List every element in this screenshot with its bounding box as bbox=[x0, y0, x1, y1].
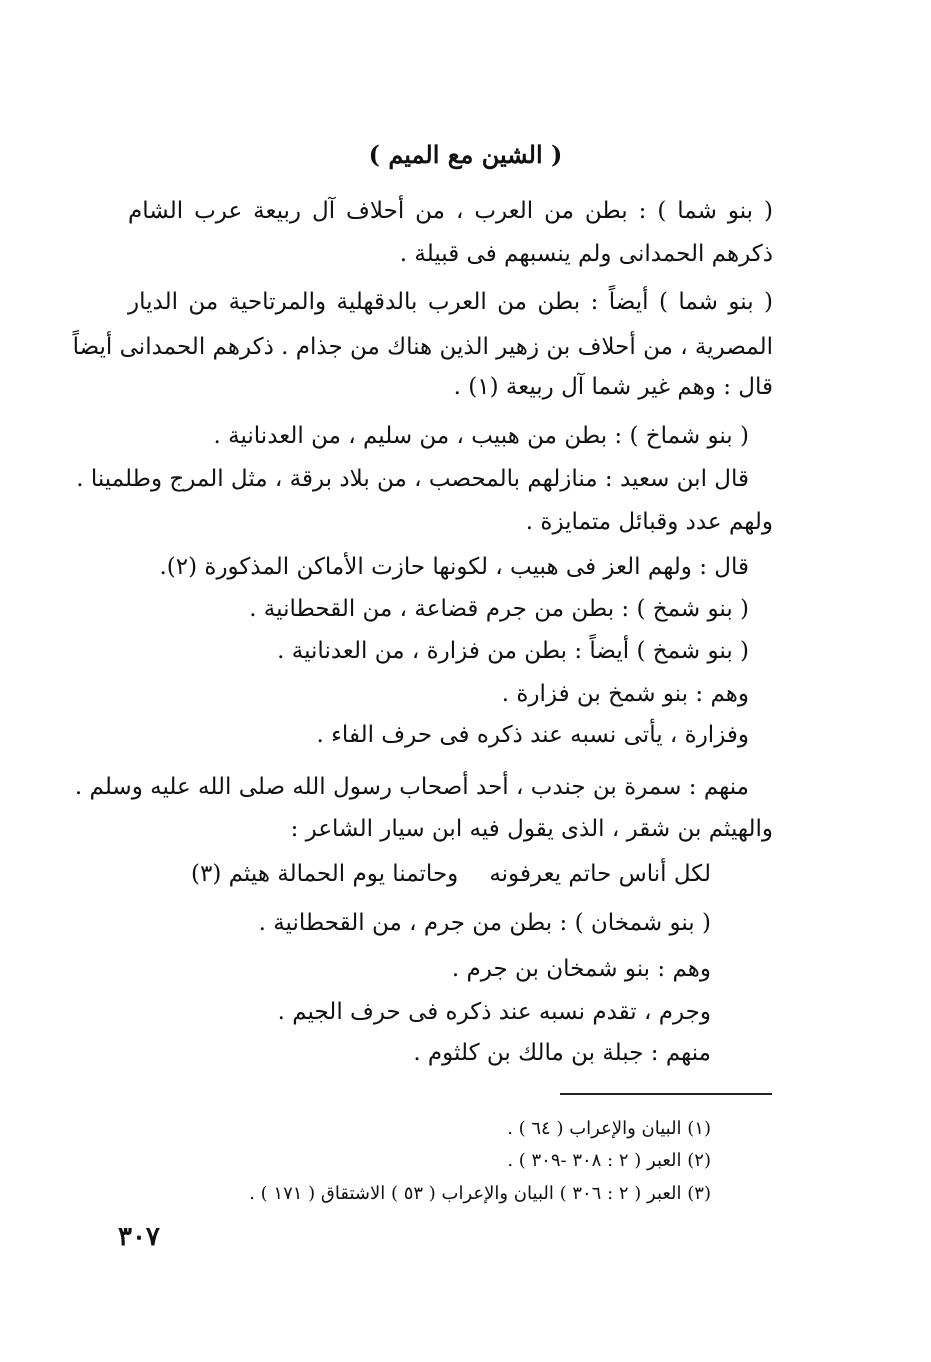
footnote-2: (٢) العبر ( ٢ : ٣٠٨ -٣٠٩ ) . bbox=[507, 1150, 711, 1171]
footnote-1: (١) البيان والإعراب ( ٦٤ ) . bbox=[507, 1118, 711, 1139]
text-line-8: ولهم عدد وقبائل متمايزة . bbox=[525, 509, 773, 535]
text-line-18: وجرم ، تقدم نسبه عند ذكره فى حرف الجيم . bbox=[277, 999, 711, 1025]
text-line-17: وهم : بنو شمخان بن جرم . bbox=[451, 956, 711, 982]
text-line-13: وفزارة ، يأتى نسبه عند ذكره فى حرف الفاء . bbox=[316, 722, 749, 748]
text-line-7: قال ابن سعيد : منازلهم بالمحصب ، من بلاد برقة ، مثل المرج وطلمينا . bbox=[76, 466, 749, 492]
poem-verse bbox=[191, 857, 711, 891]
footnote-3: (٣) العبر ( ٢ : ٣٠٦ ) البيان والإعراب ( ٥٣ ) الاشتقاق ( ١٧١ ) . bbox=[249, 1183, 711, 1204]
section-heading: ( الشين مع الميم ) bbox=[368, 140, 563, 169]
text-line-11: ( بنو شمخ ) أيضاً : بطن من فزارة ، من العدنانية . bbox=[277, 638, 749, 664]
page-number: ٣٠٧ bbox=[118, 1222, 160, 1252]
text-line-5: قال : وهم غير شما آل ربيعة (١) . bbox=[453, 374, 773, 400]
text-line-4: المصرية ، من أحلاف بن زهير الذين هناك من جذام . ذكرهم الحمدانى أيضاً bbox=[72, 334, 773, 360]
text-line-16: ( بنو شمخان ) : بطن من جرم ، من القحطانية . bbox=[258, 910, 711, 936]
text-line-3: ( بنو شما ) أيضاً : بطن من العرب بالدقهلية والمرتاحية من الديار bbox=[128, 289, 773, 315]
text-line-15: والهيثم بن شقر ، الذى يقول فيه ابن سيار الشاعر : bbox=[290, 816, 773, 842]
verse-second-hemistich: وحاتمنا يوم الحمالة هيثم (٣) bbox=[191, 861, 459, 887]
text-line-2: ذكرهم الحمدانى ولم ينسبهم فى قبيلة . bbox=[399, 241, 773, 267]
text-line-6: ( بنو شماخ ) : بطن من هبيب ، من سليم ، من العدنانية . bbox=[213, 423, 749, 449]
text-line-14: منهم : سمرة بن جندب ، أحد أصحاب رسول الله صلى الله عليه وسلم . bbox=[74, 774, 749, 800]
text-line-12: وهم : بنو شمخ بن فزارة . bbox=[501, 681, 749, 707]
text-line-9: قال : ولهم العز فى هبيب ، لكونها حازت الأماكن المذكورة (٢). bbox=[159, 554, 749, 580]
footnote-divider bbox=[560, 1093, 772, 1095]
text-line-1: ( بنو شما ) : بطن من العرب ، من أحلاف آل ربيعة عرب الشام bbox=[128, 198, 773, 224]
verse-first-hemistich: لكل أناس حاتم يعرفونه bbox=[489, 861, 711, 887]
text-line-10: ( بنو شمخ ) : بطن من جرم قضاعة ، من القحطانية . bbox=[249, 596, 749, 622]
text-line-19: منهم : جبلة بن مالك بن كلثوم . bbox=[413, 1040, 711, 1066]
